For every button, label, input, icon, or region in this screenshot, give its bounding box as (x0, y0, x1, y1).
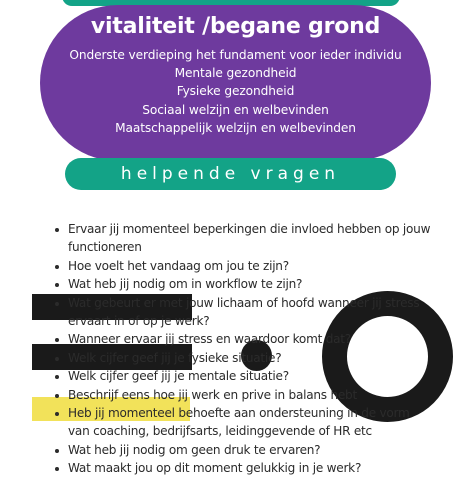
list-item: Hoe voelt het vandaag om jou te zijn? (52, 257, 442, 275)
blob-line: Fysieke gezondheid (176, 84, 295, 99)
list-item: Welk cijfer geef jij je mentale situatie? (52, 367, 442, 385)
list-item: Wanneer ervaar jij stress en waardoor komt dat? (52, 330, 442, 348)
question-list (52, 220, 442, 478)
blob-line: Mentale gezondheid (174, 66, 297, 81)
header-blob (40, 5, 431, 161)
list-item: Wat heb jij nodig om geen druk te ervaren? (52, 441, 442, 459)
list-item: Wat gebeurt er met jouw lichaam of hoofd wanneer jij stress ervaart in of op je werk? (52, 294, 442, 331)
list-item-continuation: van coaching, bedrijfsarts, leidinggevende of HR etc (68, 424, 372, 439)
list-item: Heb jij momenteel behoefte aan ondersteuning in de vorm (52, 404, 442, 422)
blob-line: Onderste verdieping het fundament voor ieder individu (69, 48, 402, 62)
blob-title: vitaliteit /begane grond (90, 14, 381, 39)
list-item: Wat maakt jou op dit moment gelukkig in je werk? (52, 459, 442, 477)
blob-line: Sociaal welzijn en welbevinden (142, 102, 329, 117)
list-item: Ervaar jij momenteel beperkingen die invloed hebben op jouw functioneren (52, 220, 442, 257)
blob-lines (40, 46, 431, 137)
list-item: Wat heb jij nodig om in workflow te zijn? (52, 275, 442, 293)
list-item: Beschrijf eens hoe jij werk en prive in balans hebt (52, 386, 442, 404)
section-label-pill: helpende vragen (65, 158, 396, 190)
list-item: Welk cijfer geef jij je fysieke situatie? (52, 349, 442, 367)
blob-line: Maatschappelijk welzijn en welbevinden (115, 120, 356, 135)
